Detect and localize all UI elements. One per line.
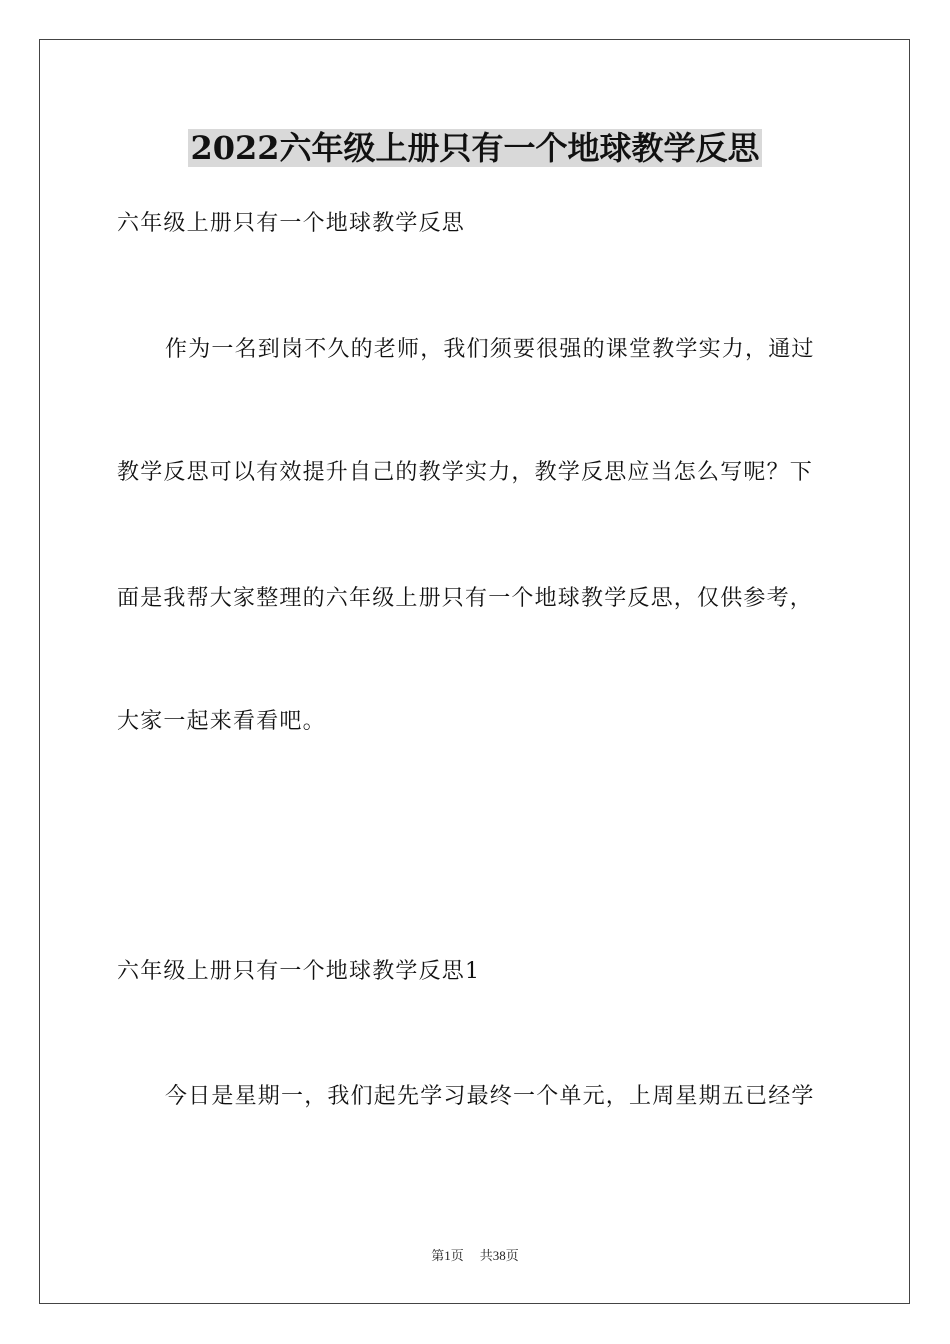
page-number-total: 共38页 xyxy=(479,1248,519,1263)
page-number-current: 第1页 xyxy=(431,1248,464,1263)
intro-line-2: 教学反思可以有效提升自己的教学实力，教学反思应当怎么写呢？下 xyxy=(117,460,814,485)
section-line-1: 今日是星期一，我们起先学习最终一个单元，上周星期五已经学 xyxy=(165,1084,815,1109)
section-heading: 六年级上册只有一个地球教学反思1 xyxy=(117,959,481,984)
document-title-text: 2022六年级上册只有一个地球教学反思 xyxy=(190,129,760,167)
document-title xyxy=(0,127,950,169)
intro-line-1: 作为一名到岗不久的老师，我们须要很强的课堂教学实力，通过 xyxy=(165,337,815,362)
intro-line-3: 面是我帮大家整理的六年级上册只有一个地球教学反思，仅供参考， xyxy=(117,586,814,611)
page-footer xyxy=(0,1247,950,1265)
document-subtitle: 六年级上册只有一个地球教学反思 xyxy=(117,211,466,236)
intro-line-4: 大家一起来看看吧。 xyxy=(117,709,326,734)
